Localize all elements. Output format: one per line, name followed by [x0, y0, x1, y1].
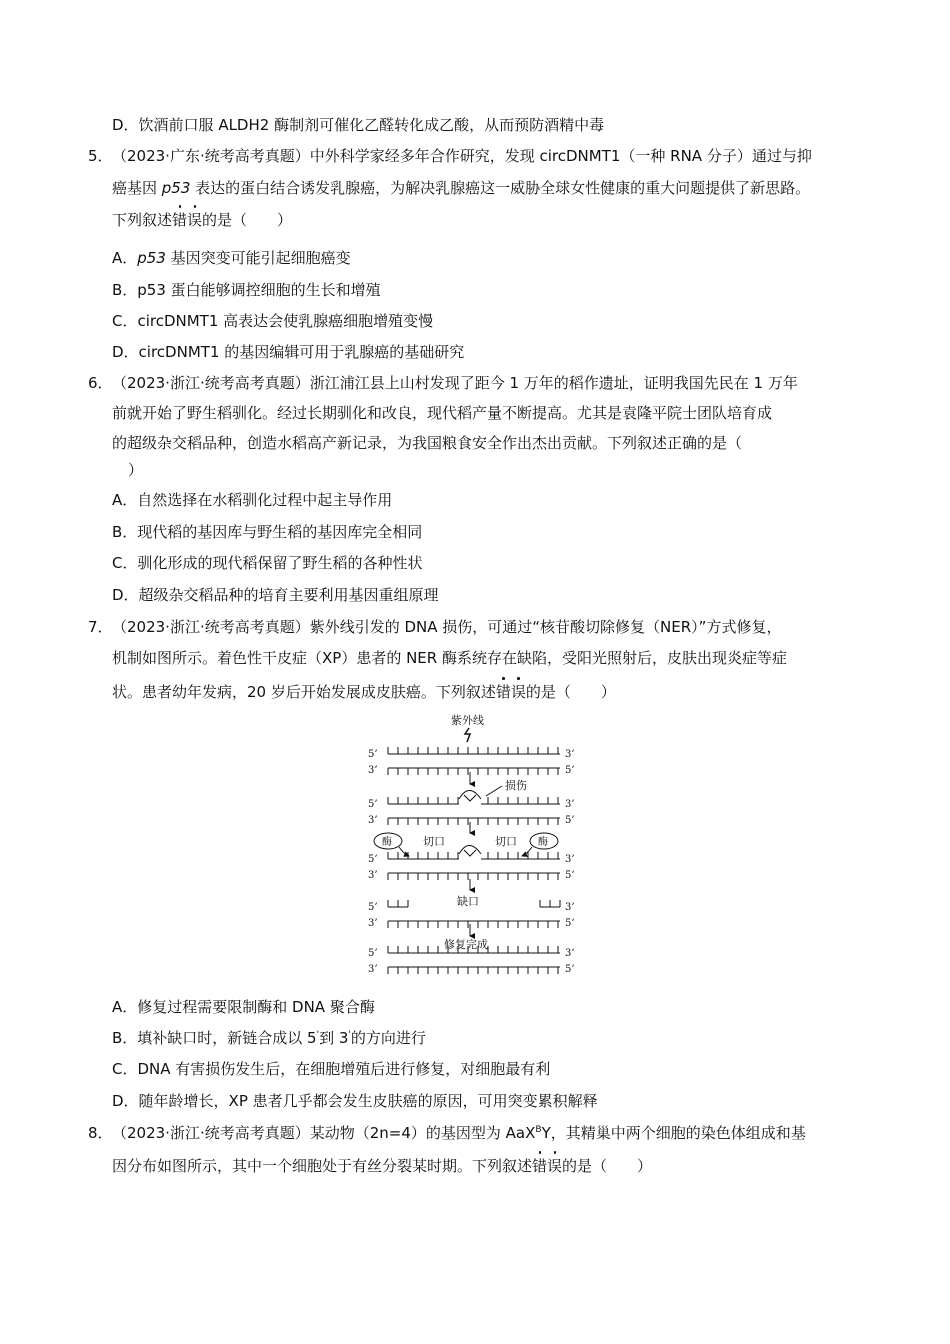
q7-emphasis-char1: 错: [495, 683, 511, 701]
q5-stem-line3: [112, 210, 292, 230]
stage1-label-5-top: 5’: [368, 749, 378, 760]
label-gap: 缺口: [457, 895, 479, 908]
q5-option-c: C．circDNMT1 高表达会使乳腺癌细胞增殖变慢: [112, 312, 434, 330]
q8-stem-line1: [112, 1123, 806, 1143]
q5-line3-pre: 下列叙述: [112, 211, 173, 229]
q7-option-b-pre: B．填补缺口时，新链合成以 5: [112, 1029, 317, 1047]
q6-option-d: D．超级杂交稻品种的培育主要利用基因重组原理: [112, 586, 439, 604]
stage3-label-3-bottom: 3’: [368, 870, 378, 881]
q8-line1-sup: B: [535, 1125, 542, 1135]
q8-line1-pre: （2023·浙江·统考高考真题）某动物（2n=4）的基因型为 AaX: [112, 1124, 536, 1142]
q5-gene-p53: p53: [161, 179, 191, 197]
label-enzyme-right: 酶: [538, 837, 548, 848]
q8-line1-post: Y，其精巢中两个细胞的染色体组成和基: [541, 1124, 806, 1142]
q8-stem-line2: [112, 1156, 652, 1176]
ner-repair-diagram: [364, 712, 584, 982]
stage2-bottom-ticks: [388, 818, 558, 825]
stage4-top-ticks-right: [540, 900, 560, 907]
q8-emphasis-char2: 误: [547, 1157, 563, 1175]
label-repair-done: 修复完成: [444, 938, 488, 951]
q5-number: 5．: [88, 147, 113, 165]
stage5-label-5-top: 5’: [368, 948, 378, 959]
q7-number: 7．: [88, 618, 113, 636]
stage2-top-ticks-right: [488, 797, 558, 804]
q6-stem-line2: 前就开始了野生稻驯化。经过长期驯化和改良，现代稻产量不断提高。尤其是袁隆平院士团队培育成: [112, 404, 773, 422]
stage3-top-ticks-left: [388, 852, 458, 859]
q7-option-c: C．DNA 有害损伤发生后，在细胞增殖后进行修复，对细胞最有利: [112, 1060, 551, 1078]
q7-option-b-prime1: ': [316, 1030, 320, 1040]
label-enzyme-left: 酶: [382, 837, 392, 848]
stage4-top-ticks-left: [388, 900, 408, 907]
cut-arrow-right: [522, 847, 532, 856]
stage2-label-3-top: 3’: [565, 799, 575, 810]
q5-option-b: B．p53 蛋白能够调控细胞的生长和增殖: [112, 281, 381, 299]
q7-option-a: A．修复过程需要限制酶和 DNA 聚合酶: [112, 998, 375, 1016]
q6-number: 6．: [88, 374, 113, 392]
label-damage: 损伤: [505, 779, 527, 792]
q5-emphasis-char2: 误: [187, 211, 203, 229]
q7-option-b-mid: 到 3: [319, 1029, 349, 1047]
q6-stem-line3: 的超级杂交稻品种，创造水稻高产新记录，为我国粮食安全作出杰出贡献。下列叙述正确的是（: [112, 434, 743, 452]
stage1-bottom-ticks: [388, 768, 558, 775]
q8-number: 8．: [88, 1124, 113, 1142]
q5-stem-line1: （2023·广东·统考高考真题）中外科学家经多年合作研究，发现 circDNMT1（一种 RNA 分子）通过与抑: [112, 147, 812, 165]
q5-stem-line2: [112, 178, 810, 198]
stage1-label-5-bottom: 5’: [565, 765, 575, 776]
q5-option-a-gene: p53: [137, 249, 166, 267]
stage1-label-3-top: 3’: [565, 749, 575, 760]
label-uv: 紫外线: [451, 714, 484, 727]
q7-option-b: [112, 1028, 426, 1048]
stage5-bottom-ticks: [388, 967, 558, 974]
q7-option-b-prime2: ': [348, 1030, 351, 1040]
q6-stem-line1: （2023·浙江·统考高考真题）浙江浦江县上山村发现了距今 1 万年的稻作遗址，证明我国先民在 1 万年: [112, 374, 798, 392]
stage2-label-5-bottom: 5’: [565, 815, 575, 826]
stage3-bottom-ticks: [388, 873, 558, 880]
q6-option-a: A．自然选择在水稻驯化过程中起主导作用: [112, 491, 393, 509]
stage4-label-3-top: 3’: [565, 902, 575, 913]
q7-option-d: D．随年龄增长，XP 患者几乎都会发生皮肤癌的原因，可用突变累积解释: [112, 1092, 598, 1110]
label-cut-right: 切口: [495, 835, 517, 848]
stage5-label-3-top: 3’: [565, 948, 575, 959]
q5-option-a-post: 基因突变可能引起细胞癌变: [165, 249, 351, 267]
damage-pointer: [486, 786, 502, 796]
q8-line2-pre: 因分布如图所示，其中一个细胞处于有丝分裂某时期。下列叙述: [112, 1157, 533, 1175]
q5-option-d: D．circDNMT1 的基因编辑可用于乳腺癌的基础研究: [112, 343, 465, 361]
stage1-label-3-bottom: 3’: [368, 765, 378, 776]
stage2-label-3-bottom: 3’: [368, 815, 378, 826]
q5-line3-post: 的是（ ）: [202, 211, 293, 229]
stage2-top-ticks-left: [388, 797, 458, 804]
damage-lesion-3: [464, 850, 476, 856]
stage4-label-5-bottom: 5’: [565, 918, 575, 929]
q7-stem-line3: [112, 682, 616, 702]
stage2-label-5-top: 5’: [368, 799, 378, 810]
q4-option-d: D．饮酒前口服 ALDH2 酶制剂可催化乙醛转化成乙酸，从而预防酒精中毒: [112, 116, 605, 134]
q5-emphasis-char1: 错: [172, 211, 188, 229]
q7-option-b-post: 的方向进行: [350, 1029, 426, 1047]
damage-bulge-2: [459, 791, 481, 800]
q6-stem-line4: ）: [128, 461, 144, 479]
q5-line2-pre: 癌基因: [112, 179, 162, 197]
q6-option-b: B．现代稻的基因库与野生稻的基因库完全相同: [112, 523, 423, 541]
q7-line3-post: 的是（ ）: [525, 683, 616, 701]
q8-emphasis-char1: 错: [532, 1157, 548, 1175]
stage4-bottom-ticks: [388, 921, 558, 928]
stage5-label-5-bottom: 5’: [565, 964, 575, 975]
label-cut-left: 切口: [423, 835, 445, 848]
stage1-top-ticks: [388, 747, 558, 754]
q8-line2-post: 的是（ ）: [562, 1157, 653, 1175]
q6-option-c: C．驯化形成的现代稻保留了野生稻的各种性状: [112, 554, 423, 572]
q7-line3-pre: 状。患者幼年发病，20 岁后开始发展成皮肤癌。下列叙述: [112, 683, 496, 701]
q7-stem-line1: （2023·浙江·统考高考真题）紫外线引发的 DNA 损伤，可通过“核苷酸切除修复（NER）”方式修复，: [112, 618, 782, 636]
q5-option-a: [112, 248, 351, 268]
q7-emphasis-char2: 误: [510, 683, 526, 701]
stage4-label-5-top: 5’: [368, 902, 378, 913]
uv-lightning-icon: [465, 728, 470, 742]
damage-bulge-3: [459, 846, 481, 855]
stage3-label-3-top: 3’: [565, 854, 575, 865]
stage4-label-3-bottom: 3’: [368, 918, 378, 929]
q5-line2-post: 表达的蛋白结合诱发乳腺癌，为解决乳腺癌这一威胁全球女性健康的重大问题提供了新思路。: [190, 179, 811, 197]
stage5-label-3-bottom: 3’: [368, 964, 378, 975]
q7-stem-line2: 机制如图所示。着色性干皮症（XP）患者的 NER 酶系统存在缺陷，受阳光照射后，皮肤出现炎症等症: [112, 649, 787, 667]
damage-lesion-2: [464, 795, 476, 801]
q5-option-a-pre: A．: [112, 249, 138, 267]
stage3-label-5-top: 5’: [368, 854, 378, 865]
stage3-label-5-bottom: 5’: [565, 870, 575, 881]
